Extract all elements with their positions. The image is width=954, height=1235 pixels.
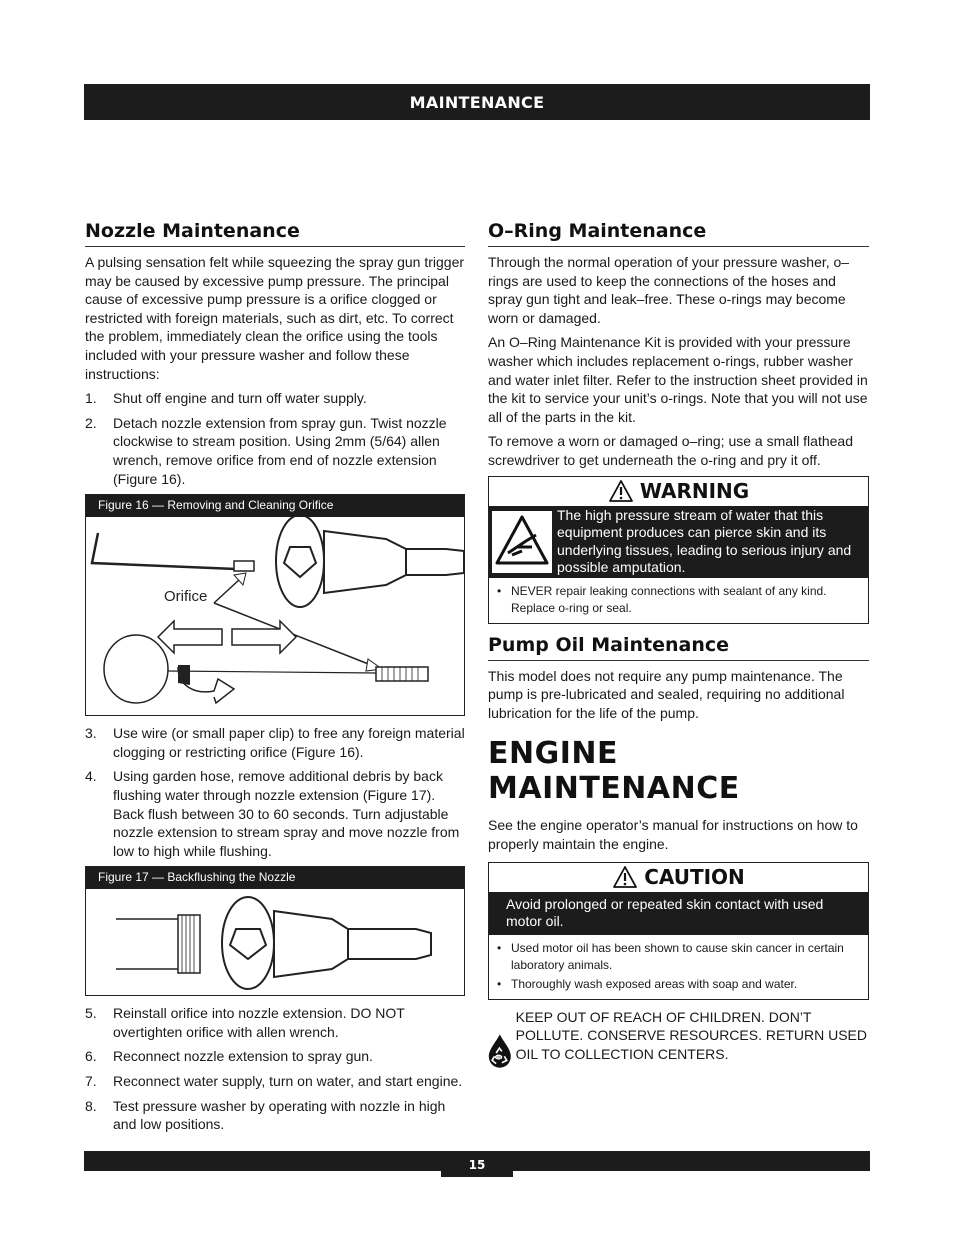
warning-box	[488, 476, 869, 624]
step-number: 6.	[85, 1048, 97, 1065]
engine-maintenance-text: See the engine operator’s manual for instructions on how to properly maintain the engine.	[488, 817, 858, 852]
arrow-left-icon	[158, 621, 222, 653]
step-text: Using garden hose, remove additional debris by back flushing water through nozzle extension (Figure 17). Back flush between 30 to 60 seconds. Turn adjustable nozzle extension to stream spray and move nozzle from low to high while flushing.	[113, 768, 460, 859]
step-text: Reinstall orifice into nozzle extension. DO NOT overtighten orifice with allen wrench.	[113, 1005, 405, 1040]
step-number: 5.	[85, 1005, 97, 1022]
nozzle-steps-a	[85, 389, 465, 488]
pump-oil-text: This model does not require any pump maintenance. The pump is pre-lubricated and sealed, requiring no additional lubrication for the life of the pump.	[488, 667, 845, 721]
step-item	[85, 1004, 465, 1041]
nozzle-steps-c	[85, 1004, 465, 1134]
nozzle-maintenance-title: Nozzle Maintenance	[85, 220, 465, 247]
step-number: 8.	[85, 1097, 97, 1114]
warning-triangle-icon	[608, 479, 634, 503]
nozzle-body	[274, 911, 348, 977]
garden-hose-icon	[116, 919, 178, 969]
bullet-text: NEVER repair leaking connections with sealant of any kind. Replace o-ring or seal.	[511, 583, 827, 615]
orifice-part	[234, 561, 254, 571]
oring-para-3: To remove a worn or damaged o–ring; use a small flathead screwdriver to get underneath the o-ring and pry it off.	[488, 433, 853, 468]
injection-hazard-icon	[492, 511, 552, 573]
left-column	[85, 220, 465, 1140]
warning-bullets	[489, 578, 868, 623]
step-number: 3.	[85, 725, 97, 742]
nozzle-steps-b	[85, 724, 465, 860]
nozzle-body	[324, 531, 406, 593]
bullet-text: Thoroughly wash exposed areas with soap and water.	[511, 976, 798, 991]
step-text: Shut off engine and turn off water supply.	[113, 390, 367, 407]
oring-maintenance-title: O–Ring Maintenance	[488, 220, 869, 247]
step-text: Reconnect water supply, turn on water, and start engine.	[113, 1073, 463, 1090]
caution-bullet: • Used motor oil has been shown to cause skin cancer in certain laboratory animals.	[497, 940, 860, 974]
step-item	[85, 1047, 465, 1066]
oil-notice-text: KEEP OUT OF REACH OF CHILDREN. DON’T POLLUTE. CONSERVE RESOURCES. RETURN USED OIL TO COLLECTION CENTERS.	[515, 1008, 867, 1062]
section-header-title: MAINTENANCE	[409, 92, 545, 112]
used-oil-notice	[488, 1008, 869, 1094]
allen-wrench-icon	[92, 533, 236, 569]
arrow-right-icon	[232, 621, 296, 653]
orifice-cleaning-illustration	[86, 517, 464, 715]
caution-header	[489, 863, 868, 892]
backflushing-illustration	[86, 889, 464, 995]
orifice-label: Orifice	[164, 588, 208, 606]
step-text: Test pressure washer by operating with nozzle in high and low positions.	[113, 1097, 446, 1133]
oil-recycle-drop-icon	[488, 1008, 512, 1094]
figure-17-caption: Figure 17 — Backflushing the Nozzle	[86, 867, 464, 889]
oil-icon-label: Oil	[496, 1054, 501, 1059]
nozzle-intro: A pulsing sensation felt while squeezing the spray gun trigger may be caused by excessive pump pressure. The principal cause of excessive pump pressure is a orifice clogged or restricted with foreign materials, such as dirt, etc. To correct the problem, immediately clean the orifice using the tools included with your pressure washer and follow these instructions:	[85, 254, 465, 382]
caution-text: Avoid prolonged or repeated skin contact with used motor oil.	[489, 892, 868, 935]
wire-loop-icon	[104, 635, 168, 703]
step-item	[85, 724, 465, 761]
bullet-text: Used motor oil has been shown to cause skin cancer in certain laboratory animals.	[511, 940, 844, 972]
right-column	[488, 220, 869, 1094]
step-item	[85, 414, 465, 488]
warning-text: The high pressure stream of water that this equipment produces can pierce skin and its underlying tissues, leading to serious injury and possible amputation.	[557, 506, 852, 576]
caution-label: CAUTION	[644, 865, 745, 889]
step-number: 2.	[85, 414, 97, 431]
step-number: 4.	[85, 768, 97, 785]
step-item	[85, 389, 465, 408]
oring-para-1: Through the normal operation of your pressure washer, o–rings are used to keep the connections of the hoses and spray gun tight and leak–free. These o-rings may become worn or damaged.	[488, 254, 850, 326]
warning-bullet: • NEVER repair leaking connections with sealant of any kind. Replace o-ring or seal.	[497, 583, 860, 617]
figure-16	[85, 494, 465, 716]
step-text: Use wire (or small paper clip) to free any foreign material clogging or restricting orifice (Figure 16).	[113, 725, 465, 760]
section-header-bar	[84, 84, 870, 120]
figure-16-caption: Figure 16 — Removing and Cleaning Orifice	[86, 495, 464, 517]
page-number: 15	[441, 1152, 513, 1177]
step-text: Detach nozzle extension from spray gun. Twist nozzle clockwise to stream position. Using 2mm (5/64) allen wrench, remove orifice from end of nozzle extension (Figure 16).	[113, 414, 447, 487]
step-item	[85, 1097, 465, 1134]
caution-triangle-icon	[612, 865, 638, 889]
step-item	[85, 767, 465, 860]
pump-oil-title: Pump Oil Maintenance	[488, 634, 869, 661]
caution-bullets	[489, 935, 868, 999]
warning-message	[489, 506, 868, 578]
step-number: 7.	[85, 1073, 97, 1090]
caution-box	[488, 862, 869, 1000]
warning-label: WARNING	[639, 479, 750, 504]
step-item	[85, 1072, 465, 1091]
warning-header	[489, 477, 868, 506]
orifice-threaded	[376, 667, 428, 681]
injection-hazard-icon-wrap	[489, 506, 555, 578]
figure-17	[85, 866, 465, 996]
step-number: 1.	[85, 390, 97, 407]
step-text: Reconnect nozzle extension to spray gun.	[113, 1048, 373, 1065]
caution-bullet: • Thoroughly wash exposed areas with soap and water.	[497, 976, 798, 991]
oring-para-2: An O–Ring Maintenance Kit is provided with your pressure washer which includes replacement o-rings, rubber washer and water inlet filter. Refer to the instruction sheet provided in the kit to service your unit’s o-rings. Note that you will not use all of the parts in the kit.	[488, 334, 868, 425]
engine-maintenance-title: ENGINE MAINTENANCE	[488, 736, 740, 807]
